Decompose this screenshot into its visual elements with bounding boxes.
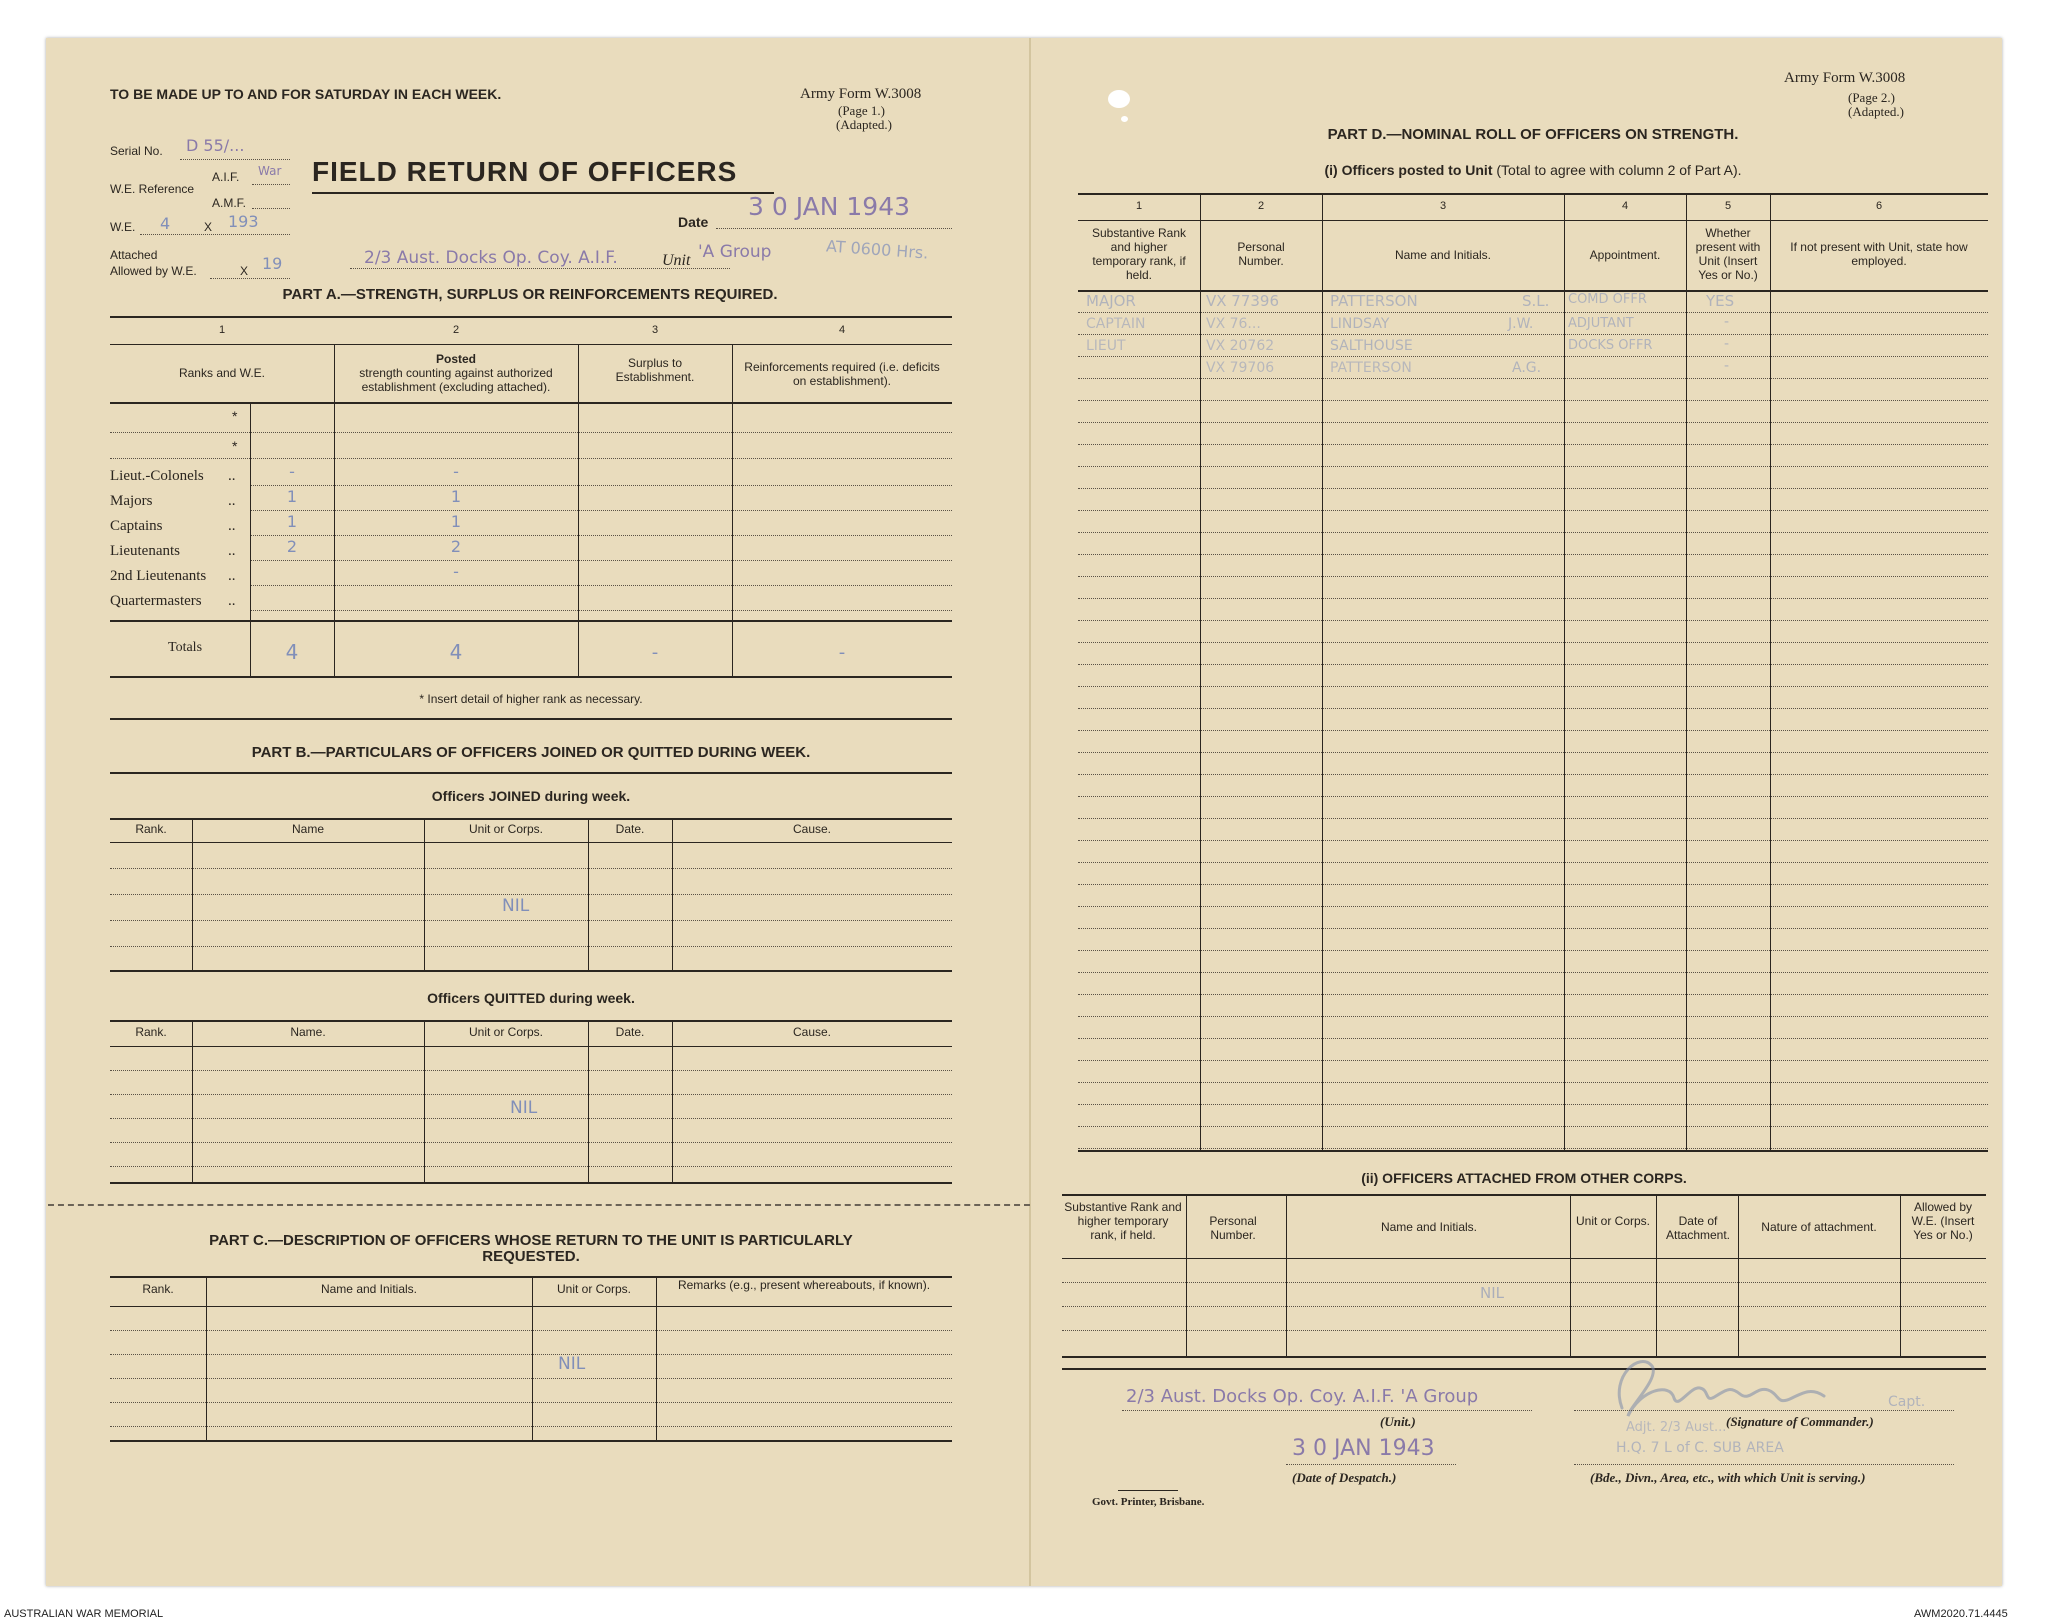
page-fold <box>1029 38 1031 1586</box>
rank-label: Majors <box>110 493 153 509</box>
part-a-row-rule <box>250 535 952 536</box>
footer-institution: AUSTRALIAN WAR MEMORIAL <box>4 1608 164 1620</box>
part-d-row-rule <box>1078 554 1988 555</box>
aif-label: A.I.F. <box>212 170 240 184</box>
quitted-col-line <box>424 1020 425 1182</box>
bde-line <box>1574 1464 1954 1465</box>
joined-col-cause: Cause. <box>792 822 832 836</box>
rank-dots: .. <box>228 543 236 559</box>
rank-label: Captains <box>110 518 163 534</box>
part-a-row-rule <box>250 485 952 486</box>
part-d-col-line <box>1686 193 1687 1150</box>
part-a-col-line <box>732 344 733 676</box>
attached-col-number: Personal Number. <box>1209 1214 1257 1242</box>
part-a-col-surplus: Surplus to Establishment. <box>615 356 695 384</box>
part-a-bottom-rule <box>110 676 952 678</box>
totals-posted: 4 <box>449 640 463 664</box>
signature-line <box>1574 1410 1954 1411</box>
part-d-row-rule <box>1078 1126 1988 1127</box>
part-d-row-rule <box>1078 862 1988 863</box>
posted-count: 2 <box>450 537 462 556</box>
part-d-ii-header-rule <box>1062 1258 1986 1259</box>
signoff-unit-line <box>1122 1410 1532 1411</box>
part-d-row-rule <box>1078 532 1988 533</box>
part-a-col-line <box>578 344 579 676</box>
part-a-header-rule <box>110 402 952 404</box>
totals-surplus: - <box>651 642 659 663</box>
part-d-subheading-i-rest: (Total to agree with column 2 of Part A). <box>1496 162 1742 178</box>
posted-count: - <box>453 562 459 581</box>
part-d-col-num: 6 <box>1875 200 1883 212</box>
we-count: 1 <box>286 512 298 531</box>
part-d-row-rule <box>1078 664 1988 665</box>
part-d-col-employed: If not present with Unit, state how employed. <box>1790 240 1968 268</box>
officer-appointment: ADJUTANT <box>1568 316 1634 331</box>
part-d-row-rule <box>1078 818 1988 819</box>
part-a-num-rule <box>110 344 952 345</box>
totals-we: 4 <box>285 640 299 664</box>
part-a-top-rule <box>110 316 952 318</box>
officer-present: - <box>1724 336 1730 352</box>
part-d-col-num: 2 <box>1257 200 1265 212</box>
attached-col-unit: Unit or Corps. <box>1575 1214 1651 1228</box>
part-d-subheading-ii: (ii) OFFICERS ATTACHED FROM OTHER CORPS. <box>1361 1170 1687 1186</box>
part-d-bottom-rule <box>1078 1150 1988 1152</box>
part-d-top-rule <box>1078 193 1988 195</box>
part-a-row-rule <box>110 458 952 459</box>
part-d-row-rule <box>1078 488 1988 489</box>
quitted-col-unit: Unit or Corps. <box>468 1025 544 1039</box>
part-d-col-rank: Substantive Rank and higher temporary rank, if held. <box>1091 226 1187 282</box>
joined-title: Officers JOINED during week. <box>431 788 631 804</box>
part-c-row-rule <box>110 1378 952 1379</box>
part-d-row-rule <box>1078 796 1988 797</box>
rank-label: Quartermasters <box>110 593 202 609</box>
officer-rank: LIEUT <box>1086 338 1126 354</box>
part-d-row-rule <box>1078 466 1988 467</box>
part-c-heading-line-2: REQUESTED. <box>482 1248 580 1265</box>
part-d-row-rule <box>1078 972 1988 973</box>
part-d-col-num: 4 <box>1621 200 1629 212</box>
quitted-nil: NIL <box>510 1098 538 1118</box>
amf-line <box>252 208 290 209</box>
serial-value: D 55/... <box>186 136 245 155</box>
part-d-heading: PART D.—NOMINAL ROLL OF OFFICERS ON STRENGTH. <box>1327 126 1739 143</box>
part-c-col-name: Name and Initials. <box>320 1282 418 1296</box>
allowed-line <box>210 278 290 279</box>
totals-label: Totals <box>168 640 203 655</box>
part-a-col-num: 4 <box>838 324 846 336</box>
part-d-row-rule <box>1078 1016 1988 1017</box>
part-d-col-line <box>1564 193 1565 1150</box>
part-d-row-rule <box>1078 928 1988 929</box>
aif-value: War <box>258 164 282 178</box>
part-d-subheading-i <box>1078 162 1988 178</box>
joined-col-date: Date. <box>615 822 645 836</box>
part-a-col-num: 3 <box>651 324 659 336</box>
quitted-col-line <box>672 1020 673 1182</box>
quitted-col-rank: Rank. <box>135 1025 167 1039</box>
despatch-line <box>1286 1464 1456 1465</box>
signoff-unit-stamp: 2/3 Aust. Docks Op. Coy. A.I.F. 'A Group <box>1126 1386 1479 1407</box>
officer-number: VX 79706 <box>1206 360 1275 376</box>
part-d-col-line <box>1322 193 1323 1150</box>
quitted-col-line <box>588 1020 589 1182</box>
part-c-bottom-rule <box>110 1440 952 1442</box>
part-c-row-rule <box>110 1426 952 1427</box>
tear-line <box>48 1204 1030 1206</box>
part-d-row-rule <box>1078 378 1988 379</box>
part-d-col-num: 5 <box>1724 200 1732 212</box>
part-a-row-rule <box>250 560 952 561</box>
signoff-capt: Capt. <box>1888 1394 1926 1410</box>
time-note: AT 0600 Hrs. <box>825 236 929 263</box>
joined-col-rank: Rank. <box>135 822 167 836</box>
quitted-title: Officers QUITTED during week. <box>427 990 635 1006</box>
form-title: FIELD RETURN OF OFFICERS <box>312 156 738 187</box>
signoff-unit-caption: (Unit.) <box>1380 1414 1416 1429</box>
attached-col-rank: Substantive Rank and higher temporary rank, if held. <box>1064 1200 1182 1242</box>
date-stamp: 3 0 JAN 1943 <box>748 192 911 221</box>
printer-rule <box>1118 1490 1178 1491</box>
posted-count: 1 <box>450 487 462 506</box>
amf-label: A.M.F. <box>212 196 247 210</box>
we-reference-label: W.E. Reference <box>110 182 195 196</box>
officer-name: PATTERSON <box>1330 360 1412 376</box>
part-a-heading: PART A.—STRENGTH, SURPLUS OR REINFORCEMENTS REQUIRED. <box>282 286 778 303</box>
we-label: W.E. <box>110 220 136 234</box>
attached-col-line <box>1900 1194 1901 1356</box>
part-d-row-rule <box>1078 730 1988 731</box>
part-d-row-rule <box>1078 906 1988 907</box>
officer-appointment: COMD OFFR <box>1568 292 1647 307</box>
rank-label: Lieut.-Colonels <box>110 468 204 484</box>
officer-present: - <box>1724 358 1730 374</box>
joined-row-rule <box>110 868 952 869</box>
allowed-label: Allowed by W.E. <box>110 264 197 278</box>
part-c-col-rank: Rank. <box>142 1282 174 1296</box>
officer-rank: CAPTAIN <box>1086 316 1146 332</box>
title-underline <box>312 192 774 194</box>
footer-accession: AWM2020.71.4445 <box>1914 1608 2008 1620</box>
part-c-heading-line-1: PART C.—DESCRIPTION OF OFFICERS WHOSE RETURN TO THE UNIT IS PARTICULARLY <box>209 1232 853 1249</box>
joined-row-rule <box>110 946 952 947</box>
joined-row-rule <box>110 894 952 895</box>
star-marker: * <box>232 408 238 424</box>
part-d-subheading-i-bold: (i) Officers posted to Unit <box>1324 162 1493 178</box>
serial-label: Serial No. <box>110 144 163 158</box>
part-d-col-number: Personal Number. <box>1237 240 1285 268</box>
quitted-row-rule <box>110 1166 952 1167</box>
part-d-ii-top-rule <box>1062 1194 1986 1196</box>
part-d-row-rule <box>1078 334 1988 335</box>
officer-initials: A.G. <box>1512 360 1542 376</box>
part-c-row-rule <box>110 1354 952 1355</box>
attached-row-rule <box>1062 1282 1986 1283</box>
part-c-header-rule <box>110 1306 952 1307</box>
serial-line <box>180 159 290 160</box>
joined-col-line <box>424 818 425 970</box>
joined-header-rule <box>110 842 952 843</box>
we-x: X <box>204 220 213 234</box>
page-number-label: (Page 1.) <box>838 103 885 118</box>
part-c-col-unit: Unit or Corps. <box>556 1282 632 1296</box>
part-a-row-rule <box>250 610 952 611</box>
part-d-row-rule <box>1078 994 1988 995</box>
quitted-header-rule <box>110 1046 952 1047</box>
part-a-col-line <box>334 344 335 676</box>
attached-col-allowed: Allowed by W.E. (Insert Yes or No.) <box>1911 1200 1975 1242</box>
attached-col-line <box>1186 1194 1187 1356</box>
quitted-col-date: Date. <box>615 1025 645 1039</box>
officer-name: SALTHOUSE <box>1330 338 1413 354</box>
officer-name: LINDSAY <box>1330 316 1390 332</box>
posted-count: 1 <box>450 512 462 531</box>
joined-col-line <box>588 818 589 970</box>
joined-col-name: Name <box>291 822 324 836</box>
part-d-row-rule <box>1078 510 1988 511</box>
joined-col-line <box>672 818 673 970</box>
part-a-row-rule <box>250 585 952 586</box>
rank-dots: .. <box>228 568 236 584</box>
attached-col-name: Name and Initials. <box>1380 1220 1478 1234</box>
part-d-row-rule <box>1078 1104 1988 1105</box>
rank-dots: .. <box>228 518 236 534</box>
quitted-top-rule <box>110 1020 952 1022</box>
top-instruction: TO BE MADE UP TO AND FOR SATURDAY IN EACH WEEK. <box>110 86 502 102</box>
despatch-stamp: 3 0 JAN 1943 <box>1292 1436 1435 1461</box>
joined-top-rule <box>110 818 952 820</box>
part-d-col-num: 3 <box>1439 200 1447 212</box>
punch-hole <box>1121 116 1128 122</box>
part-d-num-rule <box>1078 220 1988 221</box>
we-count: 1 <box>286 487 298 506</box>
officer-name: PATTERSON <box>1330 292 1418 310</box>
joined-nil: NIL <box>502 896 530 916</box>
attached-row-rule <box>1062 1330 1986 1331</box>
we-value-b: 193 <box>228 212 259 231</box>
officer-appointment: DOCKS OFFR <box>1568 338 1653 353</box>
part-a-col-reinforcements: Reinforcements required (i.e. deficits on establishment). <box>744 360 940 388</box>
army-form-label-right: Army Form W.3008 <box>1784 70 1906 86</box>
joined-col-unit: Unit or Corps. <box>468 822 544 836</box>
officer-number: VX 20762 <box>1206 338 1275 354</box>
part-a-col-ranks: Ranks and W.E. <box>178 366 266 380</box>
allowed-value: 19 <box>262 254 283 273</box>
joined-bottom-rule <box>110 970 952 972</box>
date-line <box>716 228 952 229</box>
part-a-row-rule <box>110 432 952 433</box>
joined-col-line <box>192 818 193 970</box>
part-d-row-rule <box>1078 1060 1988 1061</box>
part-d-col-line <box>1770 193 1771 1150</box>
part-d-col-appointment: Appointment. <box>1589 248 1661 262</box>
attached-col-line <box>1656 1194 1657 1356</box>
rank-label: 2nd Lieutenants <box>110 568 207 584</box>
joined-row-rule <box>110 920 952 921</box>
quitted-col-name: Name. <box>290 1025 326 1039</box>
despatch-caption: (Date of Despatch.) <box>1292 1470 1397 1485</box>
quitted-row-rule <box>110 1118 952 1119</box>
adapted-label: (Adapted.) <box>836 117 892 132</box>
part-b-top-rule <box>110 772 952 774</box>
part-d-row-rule <box>1078 752 1988 753</box>
attached-row-rule <box>1062 1306 1986 1307</box>
punch-hole <box>1108 90 1130 108</box>
unit-line <box>350 268 730 269</box>
part-d-row-rule <box>1078 884 1988 885</box>
officer-initials: J.W. <box>1508 316 1534 332</box>
page-number-label-right: (Page 2.) <box>1848 90 1895 105</box>
rank-dots: .. <box>228 593 236 609</box>
allowed-x: X <box>240 264 249 278</box>
officer-number: VX 76... <box>1206 316 1261 332</box>
officer-present: YES <box>1706 292 1735 310</box>
part-d-row-rule <box>1078 620 1988 621</box>
part-a-row-rule <box>250 510 952 511</box>
we-value-a: 4 <box>160 214 171 233</box>
signature-caption: (Signature of Commander.) <box>1726 1414 1874 1429</box>
part-d-row-rule <box>1078 400 1988 401</box>
attached-col-line <box>1286 1194 1287 1356</box>
aif-line <box>252 184 290 185</box>
part-a-col-num: 1 <box>218 324 226 336</box>
attached-col-line <box>1738 1194 1739 1356</box>
part-d-row-rule <box>1078 1148 1988 1149</box>
quitted-row-rule <box>110 1142 952 1143</box>
part-d-row-rule <box>1078 950 1988 951</box>
part-c-col-line <box>532 1276 533 1440</box>
part-d-col-present: Whether present with Unit (Insert Yes or No.) <box>1695 226 1761 282</box>
attached-col-date: Date of Attachment. <box>1665 1214 1731 1242</box>
rank-dots: .. <box>228 493 236 509</box>
part-a-col-line <box>250 402 251 676</box>
officer-rank: MAJOR <box>1086 292 1136 310</box>
part-a-col-posted-bold: Posted <box>435 352 476 366</box>
signoff-adjt: Adjt. 2/3 Aust... <box>1626 1420 1727 1435</box>
adapted-label-right: (Adapted.) <box>1848 104 1904 119</box>
printer-credit: Govt. Printer, Brisbane. <box>1092 1496 1205 1508</box>
part-a-footnote: * Insert detail of higher rank as necessary. <box>419 692 643 706</box>
part-c-row-rule <box>110 1330 952 1331</box>
part-d-row-rule <box>1078 686 1988 687</box>
part-d-row-rule <box>1078 356 1988 357</box>
attached-col-line <box>1570 1194 1571 1356</box>
part-d-col-name: Name and Initials. <box>1394 248 1492 262</box>
quitted-col-cause: Cause. <box>792 1025 832 1039</box>
part-d-row-rule <box>1078 312 1988 313</box>
unit-stamp: 2/3 Aust. Docks Op. Coy. A.I.F. <box>364 248 618 268</box>
hq-note: H.Q. 7 L of C. SUB AREA <box>1616 1440 1784 1456</box>
we-count: - <box>289 462 295 481</box>
officer-initials: S.L. <box>1522 292 1550 310</box>
part-d-row-rule <box>1078 576 1988 577</box>
star-marker: * <box>232 438 238 454</box>
part-d-row-rule <box>1078 422 1988 423</box>
part-d-row-rule <box>1078 1038 1988 1039</box>
rank-label: Lieutenants <box>110 543 180 559</box>
date-label: Date <box>678 214 709 230</box>
army-form-label: Army Form W.3008 <box>800 86 922 102</box>
we-line <box>140 234 290 235</box>
part-d-row-rule <box>1078 708 1988 709</box>
part-d-row-rule <box>1078 598 1988 599</box>
part-c-col-line <box>656 1276 657 1440</box>
part-c-nil: NIL <box>558 1354 586 1374</box>
posted-count: - <box>453 462 459 481</box>
totals-reinforcements: - <box>838 642 846 663</box>
part-d-col-line <box>1200 193 1201 1150</box>
part-b-heading: PART B.—PARTICULARS OF OFFICERS JOINED OR QUITTED DURING WEEK. <box>251 744 811 761</box>
part-d-row-rule <box>1078 444 1988 445</box>
part-d-col-num: 1 <box>1135 200 1143 212</box>
bde-caption: (Bde., Divn., Area, etc., with which Unit is serving.) <box>1590 1470 1866 1485</box>
rank-dots: .. <box>228 468 236 484</box>
officer-present: - <box>1724 314 1730 330</box>
attached-label: Attached <box>110 248 158 262</box>
we-count: 2 <box>286 537 298 556</box>
officer-number: VX 77396 <box>1206 292 1280 310</box>
part-a-col-num: 2 <box>452 324 460 336</box>
group-stamp: 'A Group <box>698 242 772 262</box>
quitted-row-rule <box>110 1094 952 1095</box>
part-d-row-rule <box>1078 642 1988 643</box>
part-c-col-line <box>206 1276 207 1440</box>
part-c-row-rule <box>110 1402 952 1403</box>
quitted-bottom-rule <box>110 1182 952 1184</box>
part-a-foot-rule <box>110 718 952 720</box>
part-a-col-posted: strength counting against authorized establishment (excluding attached). <box>359 366 553 394</box>
attached-col-nature: Nature of attachment. <box>1761 1220 1877 1234</box>
part-a-totals-rule <box>110 620 952 622</box>
part-d-row-rule <box>1078 1082 1988 1083</box>
attached-nil: NIL <box>1480 1284 1505 1302</box>
unit-label: Unit <box>662 252 691 269</box>
part-d-row-rule <box>1078 774 1988 775</box>
part-d-row-rule <box>1078 840 1988 841</box>
quitted-col-line <box>192 1020 193 1182</box>
quitted-row-rule <box>110 1070 952 1071</box>
part-c-col-remarks: Remarks (e.g., present whereabouts, if known). <box>677 1278 931 1292</box>
